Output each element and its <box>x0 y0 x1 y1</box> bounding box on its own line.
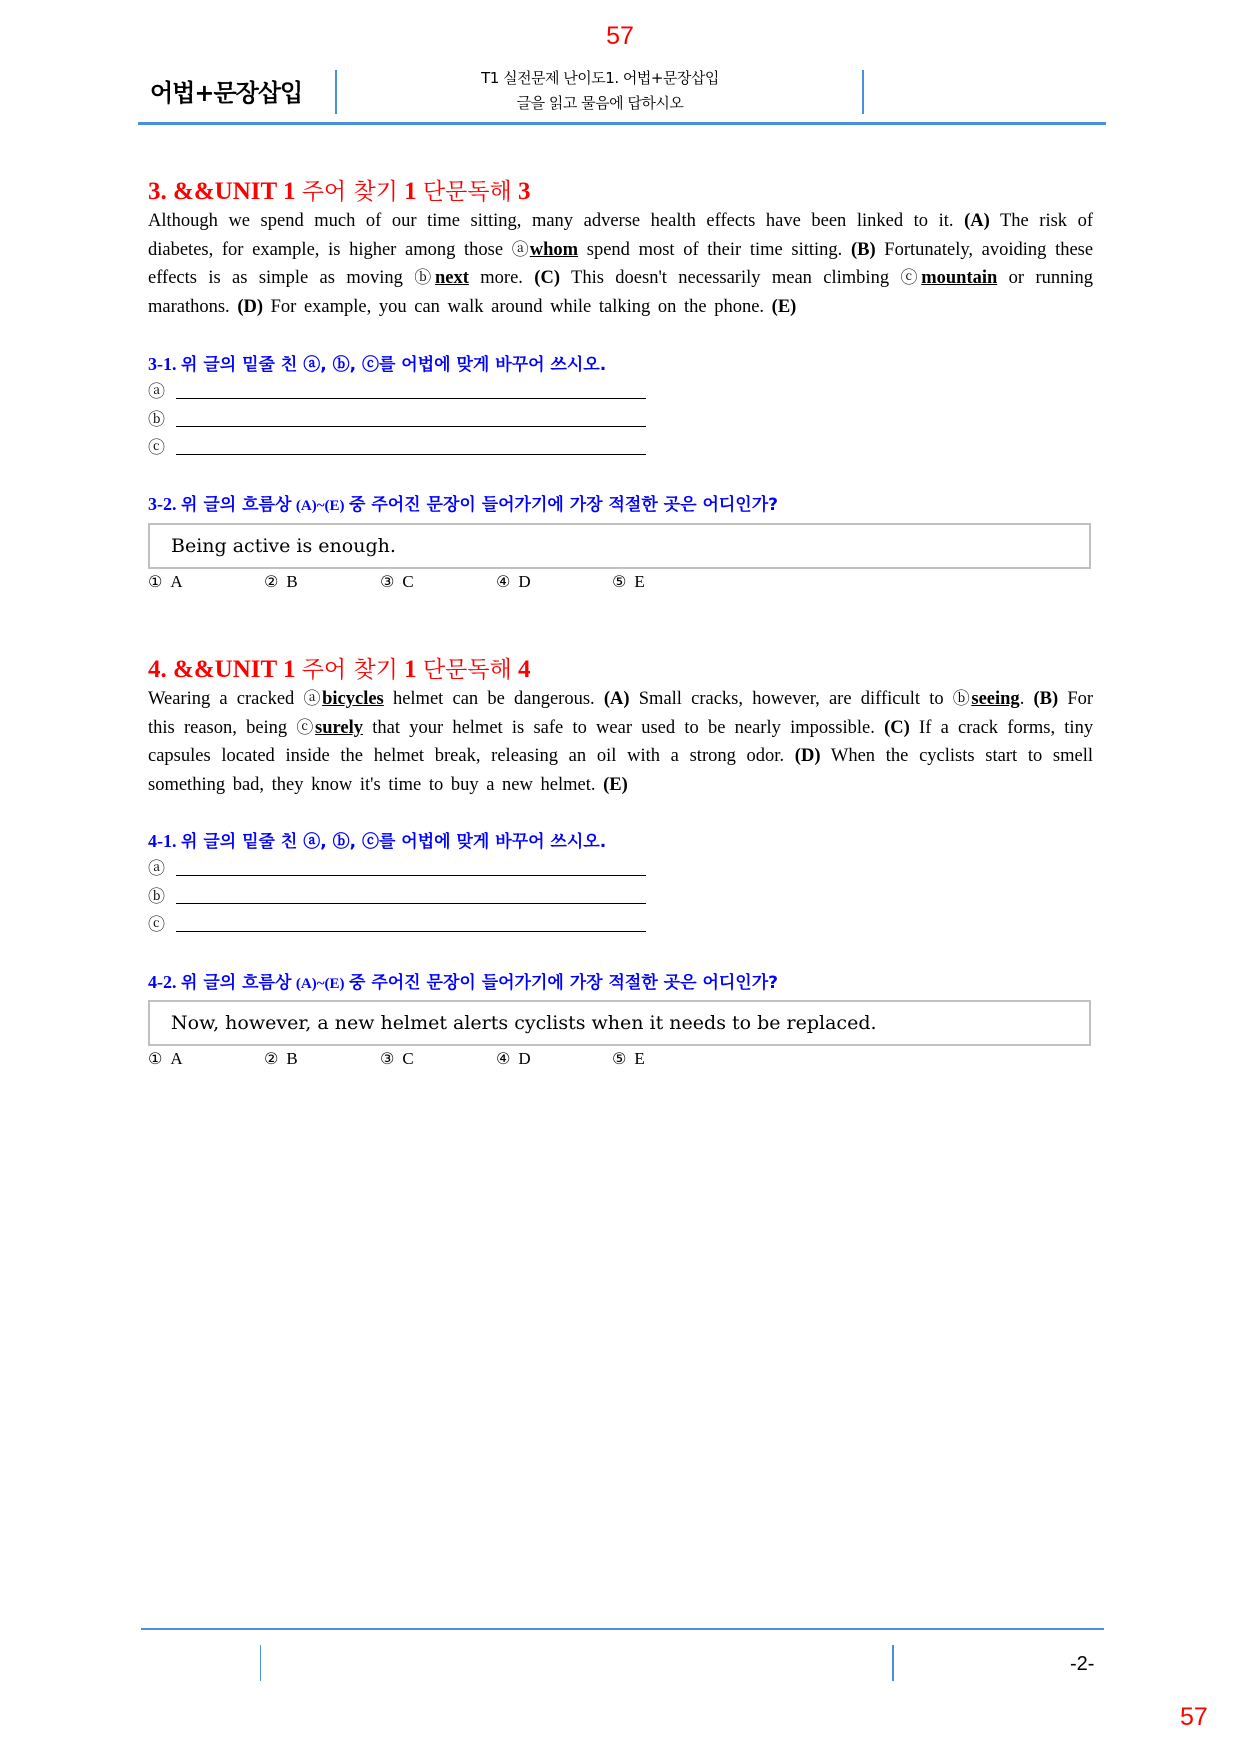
answer-blank-3b[interactable]: ⓑ <box>148 402 646 430</box>
option-3[interactable]: ③ C <box>380 1049 414 1068</box>
answer-blank-3a[interactable]: ⓐ <box>148 374 646 402</box>
blank-line[interactable] <box>176 408 646 427</box>
footer-rule <box>141 1628 1104 1630</box>
option-5[interactable]: ⑤ E <box>612 572 645 591</box>
top-page-number: 57 <box>606 22 634 50</box>
underlined-word-c: mountain <box>921 268 998 288</box>
answer-blank-3c[interactable]: ⓒ <box>148 430 646 458</box>
option-1[interactable]: ① A <box>148 1049 183 1068</box>
section-4-passage: Wearing a cracked ⓐbicycles helmet can be dangerous. (A) Small cracks, however, are difficult to ⓑseeing. (B) For this reason, being ⓒsurely that your helmet is safe to wear used to be nearly impossible. (C) If a crack forms, tiny capsules located inside the helmet break, releasing an oil with a strong odor. (D) When the cyclists start to smell something bad, they know it's time to buy a new helmet. (E) <box>148 689 1094 795</box>
footer-page-label: -2- <box>1070 1653 1095 1675</box>
section-3-title: 3. &&UNIT 1 주어 찾기 1 단문독해 3 <box>148 178 531 205</box>
given-sentence-box-4 <box>148 1000 1091 1046</box>
bottom-page-number: 57 <box>1180 1703 1208 1731</box>
option-1[interactable]: ① A <box>148 572 183 591</box>
footer-divider-left <box>260 1645 261 1681</box>
header-divider-left <box>335 70 337 114</box>
question-4-2-title: 4-2. 위 글의 흐름상 (A)~(E) 중 주어진 문장이 들어가기에 가장 적절한 곳은 어디인가? <box>148 972 778 993</box>
underlined-word-a: bicycles <box>322 689 384 709</box>
marker-b: ⓑ <box>952 689 972 709</box>
answer-blank-4b[interactable]: ⓑ <box>148 879 646 907</box>
option-5[interactable]: ⑤ E <box>612 1049 645 1068</box>
answer-blank-4c[interactable]: ⓒ <box>148 907 646 935</box>
given-sentence: Being active is enough. <box>171 535 396 557</box>
given-sentence-box-3 <box>148 523 1091 569</box>
underlined-word-c: surely <box>315 717 363 738</box>
answer-options-4 <box>148 1049 728 1069</box>
underlined-word-a: whom <box>529 239 579 260</box>
option-2[interactable]: ② B <box>264 572 298 591</box>
underlined-word-b: seeing <box>971 689 1020 709</box>
header-subtitle <box>340 66 860 116</box>
option-3[interactable]: ③ C <box>380 572 414 591</box>
blank-line[interactable] <box>176 885 646 904</box>
footer-divider-right <box>892 1645 894 1681</box>
header-divider-right <box>862 70 864 114</box>
question-3-2-title: 3-2. 위 글의 흐름상 (A)~(E) 중 주어진 문장이 들어가기에 가장 적절한 곳은 어디인가? <box>148 494 778 515</box>
option-4[interactable]: ④ D <box>496 572 531 591</box>
blank-line[interactable] <box>176 913 646 932</box>
blank-line[interactable] <box>176 436 646 455</box>
marker-c: ⓒ <box>296 717 316 738</box>
answer-options-3 <box>148 572 728 592</box>
blank-line[interactable] <box>176 380 646 399</box>
marker-a: ⓐ <box>511 239 530 260</box>
given-sentence: Now, however, a new helmet alerts cyclists when it needs to be replaced. <box>171 1012 877 1034</box>
header-rule <box>138 122 1106 125</box>
section-3-passage: Although we spend much of our time sitting, many adverse health effects have been linked to it. (A) The risk of diabetes, for example, is higher among those ⓐwhom spend most of their time sitting. (B) Fortunately, avoiding these effects is as simple as moving ⓑnext more. (C) This doesn't necessarily mean climbing ⓒmountain or running marathons. (D) For example, you can walk around while talking on the phone. (E) <box>148 211 1094 317</box>
page-title: 어법+문장삽입 <box>150 79 303 107</box>
option-2[interactable]: ② B <box>264 1049 298 1068</box>
header-subtitle-line2: 글을 읽고 물음에 답하시오 <box>516 94 684 112</box>
underlined-word-b: next <box>434 268 469 288</box>
header-subtitle-line1: T1 실전문제 난이도1. 어법+문장삽입 <box>481 69 719 87</box>
question-3-1-title: 3-1. 위 글의 밑줄 친 ⓐ, ⓑ, ⓒ를 어법에 맞게 바꾸어 쓰시오. <box>148 354 607 375</box>
blank-line[interactable] <box>176 857 646 876</box>
marker-a: ⓐ <box>303 689 323 709</box>
answer-blank-4a[interactable]: ⓐ <box>148 851 646 879</box>
marker-c: ⓒ <box>900 268 922 288</box>
marker-b: ⓑ <box>414 268 435 288</box>
question-4-1-title: 4-1. 위 글의 밑줄 친 ⓐ, ⓑ, ⓒ를 어법에 맞게 바꾸어 쓰시오. <box>148 831 607 852</box>
option-4[interactable]: ④ D <box>496 1049 531 1068</box>
section-4-title: 4. &&UNIT 1 주어 찾기 1 단문독해 4 <box>148 656 531 683</box>
